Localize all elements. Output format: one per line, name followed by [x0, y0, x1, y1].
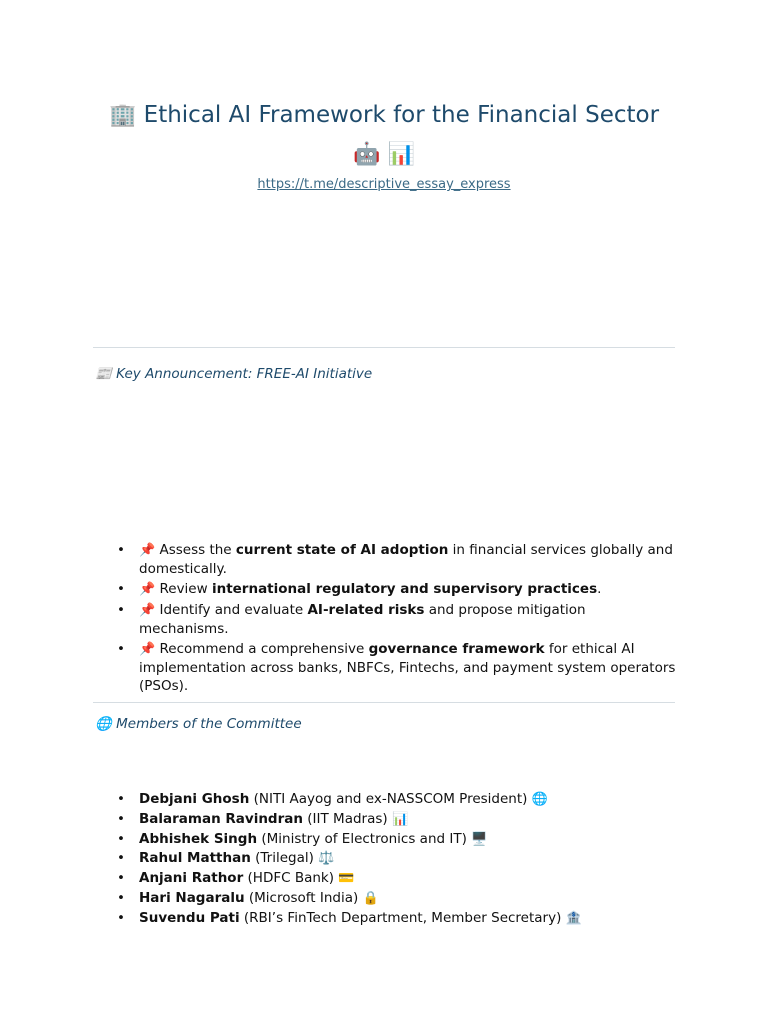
- section-divider: [93, 347, 675, 348]
- list-item: • 📌 Assess the current state of AI adoption in financial services globally and domestically.: [117, 542, 673, 577]
- announcement-heading: [95, 366, 372, 382]
- member-name: Abhishek Singh: [139, 830, 258, 847]
- bar-chart-icon: 📊: [391, 811, 409, 827]
- robot-chart-icons: 🤖 📊: [353, 142, 415, 167]
- lock-icon: 🔒: [362, 890, 379, 906]
- desktop-computer-icon: 🖥️: [471, 831, 488, 847]
- list-item: • Abhishek Singh (Ministry of Electronics and IT) 🖥️: [117, 830, 488, 847]
- scales-icon: ⚖️: [318, 851, 335, 867]
- bank-icon: 🏦: [565, 910, 582, 926]
- list-item: • Hari Nagaralu (Microsoft India) 🔒: [117, 889, 379, 906]
- document-title-text: Ethical AI Framework for the Financial Sector: [143, 102, 660, 128]
- list-item: • Debjani Ghosh (NITI Aayog and ex-NASSCOM President) 🌐: [117, 791, 548, 807]
- newspaper-icon: 📰: [95, 366, 112, 382]
- globe-icon: 🌐: [531, 792, 548, 807]
- list-item: • 📌 Review international regulatory and supervisory practices.: [117, 581, 602, 597]
- announcement-list: [117, 541, 677, 695]
- office-building-icon: 🏢: [108, 103, 137, 128]
- committee-heading: [95, 716, 302, 732]
- list-item: • Anjani Rathor (HDFC Bank) 💳: [117, 870, 355, 887]
- member-name: Rahul Matthan: [139, 850, 251, 867]
- member-name: Hari Nagaralu: [139, 889, 245, 906]
- committee-heading-text: Members of the Committee: [116, 716, 302, 732]
- member-name: Debjani Ghosh: [139, 791, 250, 807]
- credit-card-icon: 💳: [338, 871, 355, 887]
- member-name: Balaraman Ravindran: [139, 810, 303, 827]
- pushpin-icon: 📌: [139, 582, 156, 597]
- member-name: Suvendu Pati: [139, 909, 240, 926]
- telegram-link[interactable]: https://t.me/descriptive_essay_express: [257, 177, 511, 192]
- document-title: [60, 96, 708, 174]
- pushpin-icon: 📌: [139, 603, 156, 618]
- pushpin-icon: 📌: [139, 543, 156, 558]
- list-item: • Suvendu Pati (RBI’s FinTech Department, Member Secretary) 🏦: [117, 909, 582, 926]
- pushpin-icon: 📌: [139, 642, 156, 657]
- globe-icon: 🌐: [95, 716, 112, 732]
- section-divider: [93, 702, 675, 703]
- list-item: • 📌 Recommend a comprehensive governance framework for ethical AI implementation across banks, NBFCs, Fintechs, and payment system operators (PSOs).: [117, 641, 676, 694]
- announcement-heading-text: Key Announcement: FREE-AI Initiative: [116, 366, 373, 382]
- member-name: Anjani Rathor: [139, 870, 244, 887]
- list-item: • 📌 Identify and evaluate AI-related risks and propose mitigation mechanisms.: [117, 602, 586, 637]
- committee-members-list: [117, 790, 677, 929]
- list-item: • Balaraman Ravindran (IIT Madras) 📊: [117, 810, 409, 827]
- list-item: • Rahul Matthan (Trilegal) ⚖️: [117, 850, 335, 867]
